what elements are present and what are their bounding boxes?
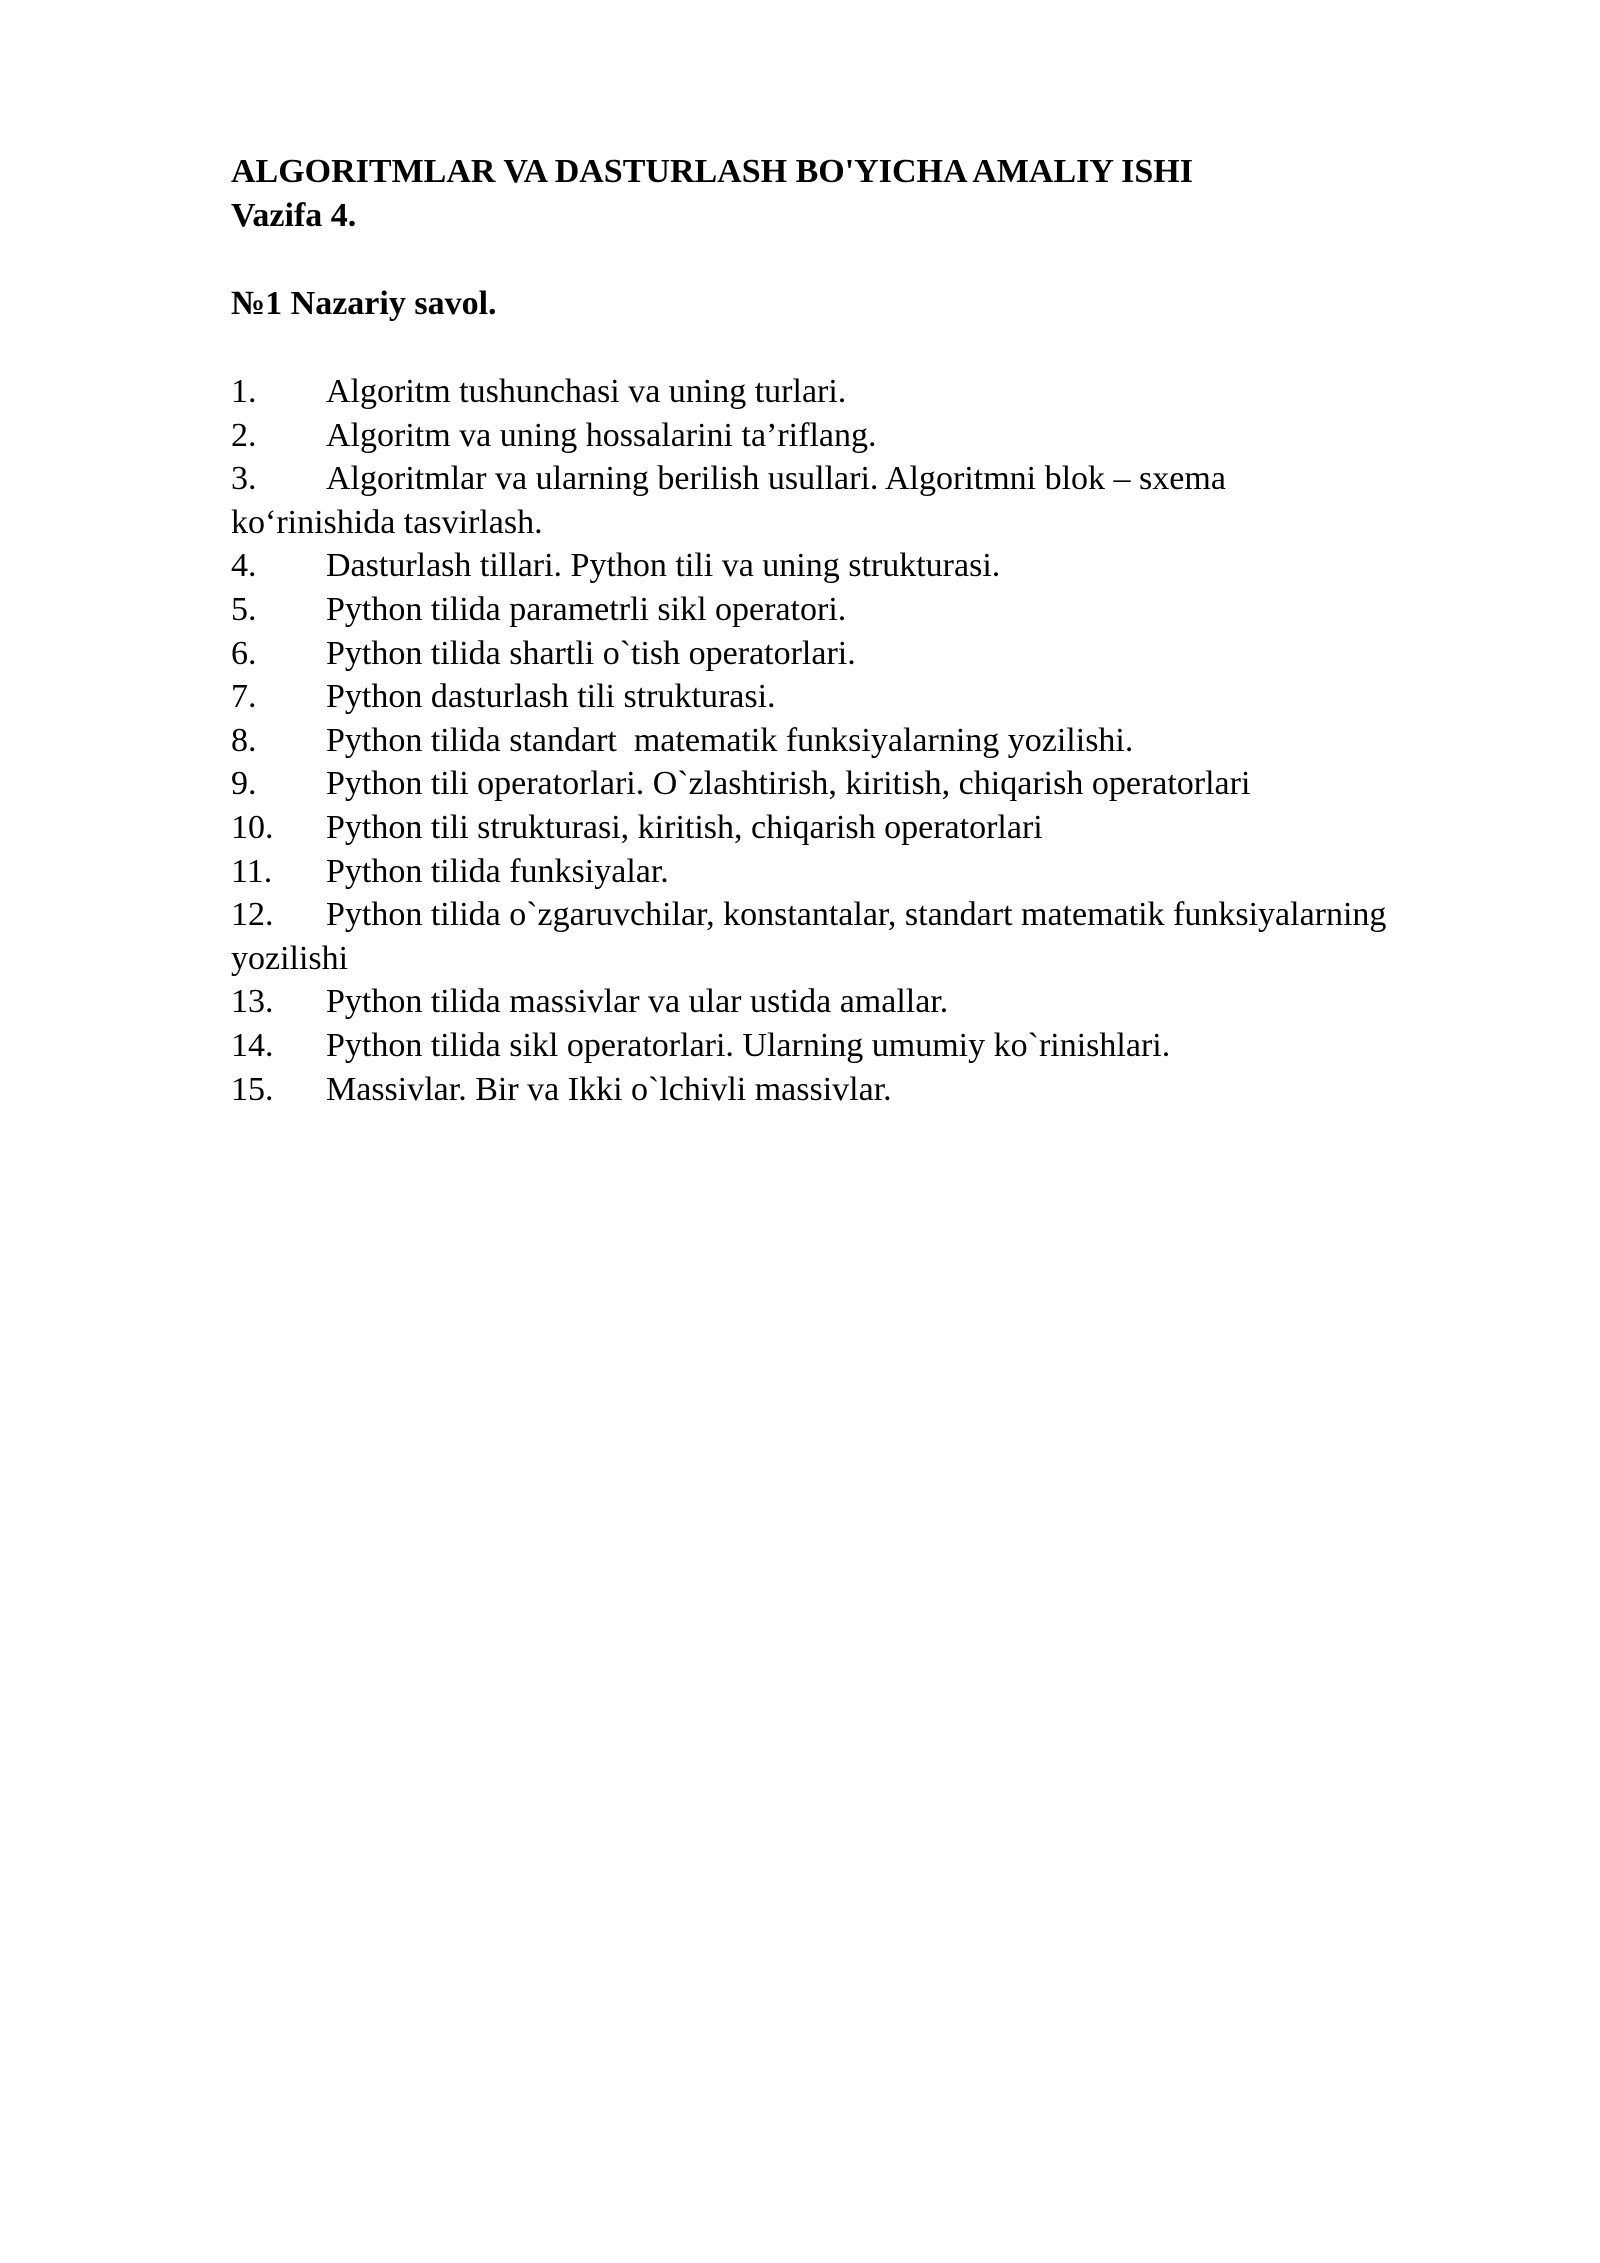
question-text: Python tilida parametrli sikl operatori.	[326, 590, 847, 628]
question-number: 10.	[231, 808, 274, 846]
question-number: 2.	[231, 416, 257, 454]
question-text: Algoritm tushunchasi va uning turlari.	[326, 373, 847, 410]
question-item	[231, 719, 1391, 763]
question-text: Python tilida massivlar va ular ustida amallar.	[326, 983, 949, 1021]
question-text: Python tilida standart matematik funksiyalarning yozilishi.	[326, 721, 1134, 759]
question-item	[231, 762, 1391, 806]
question-number: 15.	[231, 1070, 274, 1108]
question-text: Python tilida sikl operatorlari. Ularning umumiy ko`rinishlari.	[326, 1026, 1171, 1064]
question-text: Python tili operatorlari. O`zlashtirish, kiritish, chiqarish operatorlari	[326, 765, 1251, 803]
question-number: 13.	[231, 983, 274, 1021]
question-item	[231, 893, 1391, 980]
question-number: 8.	[231, 721, 257, 759]
question-number: 6.	[231, 634, 257, 672]
question-number: 12.	[231, 896, 274, 934]
question-number: 5.	[231, 590, 257, 628]
question-number: 7.	[231, 678, 257, 716]
question-text: Python tilida o`zgaruvchilar, konstantalar, standart matematik funksiyalarning yozilishi	[231, 896, 1387, 977]
question-item	[231, 588, 1391, 632]
question-text: Algoritm va uning hossalarini ta’riflang.	[326, 416, 877, 454]
question-number: 14.	[231, 1026, 274, 1064]
question-list	[231, 370, 1391, 1111]
question-number: 9.	[231, 765, 257, 803]
question-number: 3.	[231, 460, 257, 498]
question-item	[231, 632, 1391, 676]
question-text: Dasturlash tillari. Python tili va uning strukturasi.	[326, 547, 1001, 585]
question-item	[231, 806, 1391, 850]
question-text: Python tilida shartli o`tish operatorlari.	[326, 634, 856, 672]
question-item	[231, 544, 1391, 588]
question-item	[231, 980, 1391, 1024]
question-item	[231, 370, 1391, 414]
question-number: 1.	[231, 373, 257, 410]
question-text: Massivlar. Bir va Ikki o`lchivli massivlar.	[326, 1070, 892, 1108]
document-content	[231, 150, 1391, 1111]
question-item	[231, 850, 1391, 894]
question-text: Python dasturlash tili strukturasi.	[326, 678, 776, 716]
section-heading: №1 Nazariy savol.	[231, 285, 497, 322]
question-text: Python tilida funksiyalar.	[326, 852, 669, 890]
question-item	[231, 457, 1391, 544]
question-number: 11.	[231, 852, 273, 890]
question-text: Algoritmlar va ularning berilish usullari. Algoritmni blok – sxema ko‘rinishida tasvirlash.	[231, 460, 1226, 541]
question-text: Python tili strukturasi, kiritish, chiqarish operatorlari	[326, 808, 1043, 846]
question-item	[231, 1024, 1391, 1068]
question-item	[231, 414, 1391, 458]
question-item	[231, 675, 1391, 719]
document-title: ALGORITMLAR VA DASTURLASH BO'YICHA AMALIY ISHI	[231, 153, 1193, 190]
task-label: Vazifa 4.	[231, 197, 357, 234]
question-item	[231, 1068, 1391, 1112]
question-number: 4.	[231, 547, 257, 585]
